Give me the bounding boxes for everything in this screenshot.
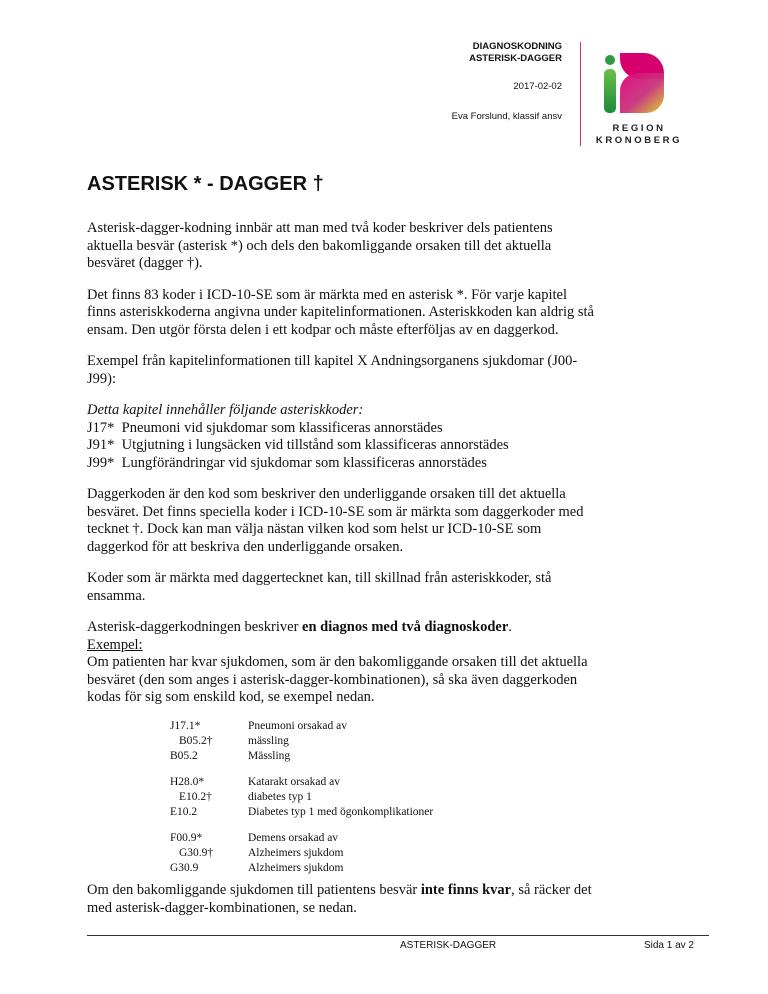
header-divider [580, 42, 581, 146]
paragraph-asterisk-codes: Det finns 83 koder i ICD-10-SE som är märkta med en asterisk *. För varje kapitel finns asteriskkoderna angivna under kapitelinformationen. Asteriskkoden kan aldrig stå ensam. Den utgör första delen i ett kodpar och måste efterföljas av en daggerkod. [87, 286, 594, 338]
example-desc: Alzheimers sjukdom [248, 847, 344, 859]
example-code: B05.2† [179, 735, 213, 747]
example-row [170, 831, 433, 846]
closing-pre: Om den bakomliggande sjukdomen till patientens besvär [87, 882, 421, 898]
header-title-line2: ASTERISK-DAGGER [469, 53, 562, 64]
example-desc: Demens orsakad av [248, 832, 339, 844]
paragraph-intro: Asterisk-dagger-kodning innbär att man med två koder beskriver dels patientens aktuella besvär (asterisk *) och dels den bakomliggande orsaken till det aktuella besväret (dagger †). [87, 220, 553, 271]
paragraph-dagger-code: Daggerkoden är den kod som beskriver den underliggande orsaken till det aktuella besväret. Det finns speciella koder i ICD-10-SE som är märkta som daggerkoder med tecknet †. Dock kan man välja nästan vilken kod som helst ur ICD-10-SE som daggerkod för att beskriva den underliggande orsaken. [87, 486, 584, 555]
logo-text-region: REGION [612, 123, 666, 134]
example-code: G30.9 [170, 862, 199, 874]
example-row [170, 861, 433, 876]
example-desc: Mässling [248, 750, 291, 762]
example-row [170, 846, 433, 861]
chapter-info-intro: Detta kapitel innehåller följande asteriskkoder: [87, 402, 364, 418]
example-code: J17.1* [170, 720, 201, 732]
paragraph-two-codes [87, 619, 597, 637]
example-group [170, 719, 433, 764]
region-kronoberg-logo-icon [604, 53, 664, 113]
example-group [170, 775, 433, 820]
closing-bold: inte finns kvar [420, 882, 512, 898]
example-row [170, 805, 433, 820]
example-row [170, 719, 433, 734]
header-title-line1: DIAGNOSKODNING [472, 41, 562, 52]
example-desc: Pneumoni orsakad av [248, 720, 348, 732]
header-date: 2017-02-02 [513, 81, 562, 92]
example-group [170, 831, 433, 876]
example-code: F00.9* [170, 832, 203, 844]
footer-title: ASTERISK-DAGGER [400, 940, 497, 951]
chapter-code-line: J99* Lungförändringar vid sjukdomar som klassificeras annorstädes [87, 454, 487, 471]
chapter-info-block [87, 402, 597, 472]
footer-divider [87, 935, 709, 936]
page-title: ASTERISK * - DAGGER † [87, 173, 324, 195]
example-desc: Diabetes typ 1 med ögonkomplikationer [248, 806, 434, 818]
two-codes-pre: Asterisk-daggerkodningen beskriver [87, 619, 303, 635]
example-code: G30.9† [179, 847, 214, 859]
document-body [87, 220, 597, 707]
paragraph-dagger-alone: Koder som är märkta med daggertecknet kan, till skillnad från asteriskkoder, stå ensamma. [87, 570, 552, 604]
example-row [170, 734, 433, 749]
logo-text-kronoberg: KRONOBERG [595, 135, 683, 146]
example-desc: Katarakt orsakad av [248, 776, 340, 788]
example-code: E10.2† [179, 791, 212, 803]
page-number: Sida 1 av 2 [643, 940, 694, 951]
header-author: Eva Forslund, klassif ansv [451, 111, 562, 122]
two-codes-bold: en diagnos med två diagnoskoder [302, 619, 509, 635]
closing-post: , så räcker det med asterisk-dagger-kombinationen, se nedan. [87, 882, 592, 916]
example-code: E10.2 [170, 806, 198, 818]
example-desc: mässling [248, 735, 289, 747]
chapter-code-line: J91* Utgjutning i lungsäcken vid tillstånd som klassificeras annorstädes [87, 437, 509, 453]
paragraph-closing [87, 882, 597, 917]
example-desc: diabetes typ 1 [248, 791, 312, 803]
paragraph-chapter-example: Exempel från kapitelinformationen till kapitel X Andningsorganens sjukdomar (J00-J99): [87, 353, 578, 387]
example-code: H28.0* [170, 776, 205, 788]
code-examples [170, 719, 433, 887]
paragraph-example-explanation: Om patienten har kvar sjukdomen, som är den bakomliggande orsaken till det aktuella besväret (den som anges i asterisk-dagger-kombinationen), så ska även daggerkoden kodas för sig som enskild kod, se exempel nedan. [87, 654, 588, 705]
two-codes-post: . [508, 619, 512, 635]
example-row [170, 749, 433, 764]
chapter-code-line: J17* Pneumoni vid sjukdomar som klassificeras annorstädes [87, 419, 443, 436]
example-code: B05.2 [170, 750, 198, 762]
example-row [170, 790, 433, 805]
example-row [170, 775, 433, 790]
example-desc: Alzheimers sjukdom [248, 862, 344, 874]
example-label: Exempel: [87, 636, 143, 653]
